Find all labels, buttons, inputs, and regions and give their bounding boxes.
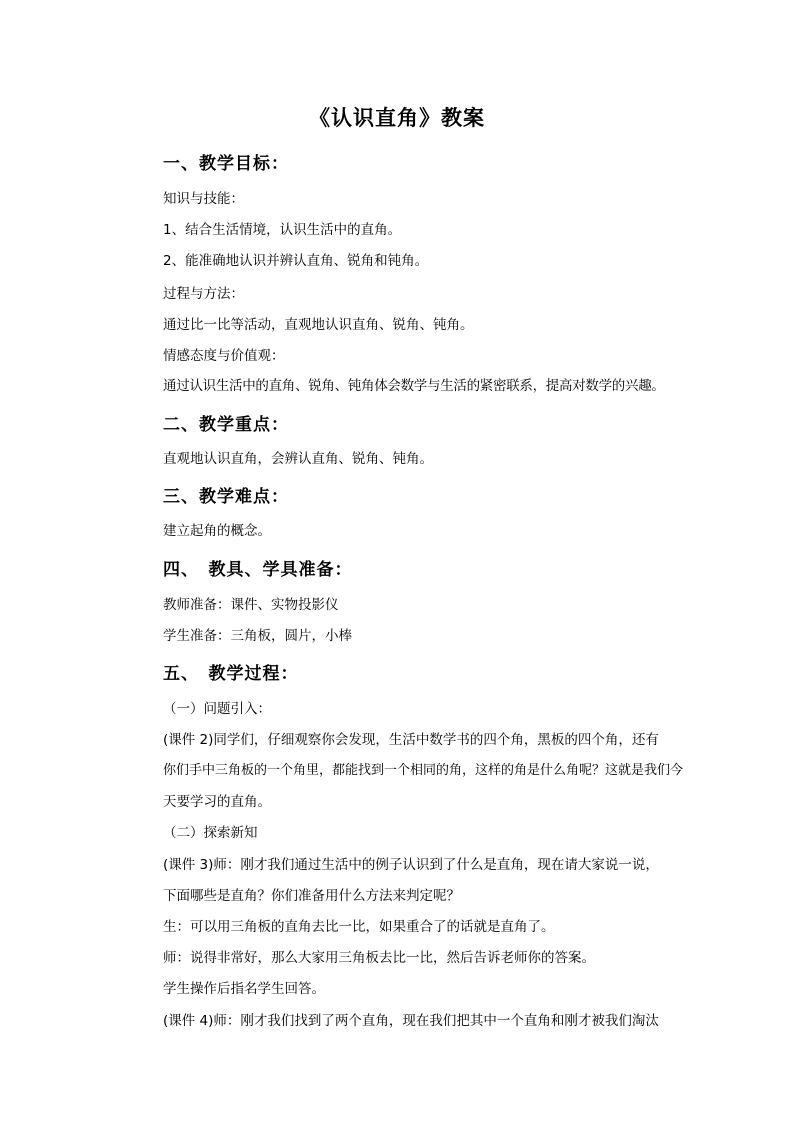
process-text: 通过比一比等活动，直观地认识直角、锐角、钝角。 bbox=[163, 317, 474, 333]
part1-line-3: 天要学习的直角。 bbox=[163, 794, 271, 810]
process-label: 过程与方法： bbox=[163, 286, 244, 302]
difficulties-text: 建立起角的概念。 bbox=[163, 523, 271, 539]
section-heading-process: 五、 教学过程： bbox=[163, 664, 299, 684]
objective-item-2: 2、能准确地认识并辨认直角、锐角和钝角。 bbox=[163, 253, 429, 269]
emotion-label: 情感态度与价值观： bbox=[163, 348, 285, 364]
objective-item-1: 1、结合生活情境，认识生活中的直角。 bbox=[163, 222, 402, 238]
part1-label: （一）问题引入： bbox=[163, 701, 271, 717]
knowledge-label: 知识与技能： bbox=[163, 191, 244, 207]
key-points-text: 直观地认识直角，会辨认直角、锐角、钝角。 bbox=[163, 451, 433, 467]
document-title: 《认识直角》教案 bbox=[309, 106, 485, 130]
part2-line-4: 师：说得非常好，那么大家用三角板去比一比，然后告诉老师你的答案。 bbox=[163, 950, 595, 966]
student-materials: 学生准备：三角板，圆片，小棒 bbox=[163, 628, 352, 644]
teacher-materials: 教师准备：课件、实物投影仪 bbox=[163, 597, 339, 613]
part1-line-2: 你们手中三角板的一个角里，都能找到一个相同的角，这样的角是什么角呢？这就是我们今 bbox=[163, 763, 684, 778]
part2-line-1: (课件 3)师：刚才我们通过生活中的例子认识到了什么是直角，现在请大家说一说， bbox=[163, 857, 659, 873]
part1-line-1: (课件 2)同学们，仔细观察你会发现，生活中数学书的四个角，黑板的四个角，还有 bbox=[163, 732, 659, 748]
emotion-text: 通过认识生活中的直角、锐角、钝角体会数学与生活的紧密联系，提高对数学的兴趣。 bbox=[163, 378, 665, 394]
section-heading-key-points: 二、教学重点： bbox=[163, 415, 289, 435]
section-heading-objectives: 一、教学目标： bbox=[163, 154, 289, 174]
part2-line-3: 生：可以用三角板的直角去比一比，如果重合了的话就是直角了。 bbox=[163, 919, 555, 935]
part2-line-5: 学生操作后指名学生回答。 bbox=[163, 981, 325, 997]
part2-label: （二）探索新知 bbox=[163, 825, 258, 841]
section-heading-materials: 四、 教具、学具准备： bbox=[163, 560, 353, 580]
part2-line-6: (课件 4)师：刚才我们找到了两个直角，现在我们把其中一个直角和刚才被我们淘汰 bbox=[163, 1013, 659, 1029]
section-heading-difficulties: 三、教学难点： bbox=[163, 487, 289, 507]
part2-line-2: 下面哪些是直角？你们准备用什么方法来判定呢？ bbox=[163, 888, 460, 904]
